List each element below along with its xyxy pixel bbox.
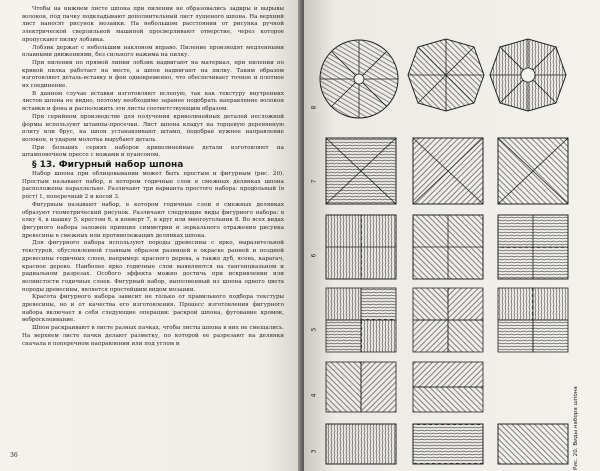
figure-caption-wrap	[573, 370, 581, 470]
pattern-herringbone-2	[413, 362, 483, 412]
pattern-cross-2	[413, 215, 483, 279]
paragraph: В данном случае вставки изготовляют вслепую, так как текстуру внутренних листов шпона не видно, поэтому необходимо заранее подобрать направление волокон вставки и фона и расположить эти листы соответствующим образом.	[22, 90, 284, 113]
pattern-longitudinal	[326, 424, 396, 464]
paragraph: Набор шпона при облицовывании может быть простым и фигурным (рис. 20). Простым называют набор, в котором годичные слои в смежных делянках шпона расположены параллельно. Различают три варианта простого набора: продольный (в рост) 1, поперечный 2 и косой 3.	[22, 171, 284, 201]
pattern-cross-1	[326, 215, 396, 279]
row-number-7: 7	[310, 179, 318, 184]
paragraph: При пилении по прямой линии лобзик надвигают на материал, при пилении по кривой пилка работает на месте, а шпон надвигают на пилку. Таким образом изготовляют деталь-вставку и фон одновременно, что обеспечивает точное и плотное их соединение.	[22, 59, 284, 90]
row-8-circle-patterns	[320, 39, 566, 118]
paragraph: Для фигурного набора используют породы древесины с ярко, выразительной текстурой, обусловленной главным образом разницей в окраске ранней и поздней древесины годичных слоев, например: красного дерева, а также дуб, ясень, карагач, красное дерево. Наиболее ярко годичные слои выявляются на тангенциальном и радиальном разрезах. Особого эффекта можно достичь при искривлении или волнистости годичных слоев. Фигурный набор, выполненный из шпона одного цвета породы древесины, является простейшим видом мозаики.	[22, 240, 284, 293]
pattern-envelope-2	[413, 138, 483, 204]
row-number-8: 8	[310, 105, 318, 110]
paragraph: Чтобы на нижнем листе шпона при пилении не образовались задиры и вырывы волокон, под пачку подкладывают дополнительный лист лущеного шпона. На верхний лист наносят рисунок мозаики. На небольшом расстоянии от рисунка ручной электрической сверлильной машиной просверливают отверстие, через которое пропускают пилку лобзика.	[22, 6, 284, 43]
row-number-3: 3	[310, 449, 318, 454]
paragraph: Красота фигурного набора зависит не только от правильного подбора текстуры древесины, но и от качества его изготовления. Процесс изготовления фигурного набора включает в себя следующие операции: раскрой шпона, фугование кромок, вебросклеивание.	[22, 294, 284, 324]
row-number-4: 4	[310, 393, 318, 398]
pattern-herringbone-1	[326, 362, 396, 412]
paragraph: Лобзик держат с небольшим наклоном вправо. Пиление производят медленными плавными движениями, без сильного нажима на пилку.	[22, 44, 284, 59]
row-number-6: 6	[310, 253, 318, 258]
row-7-envelope-patterns	[326, 138, 568, 204]
pattern-checker-3	[498, 288, 568, 352]
row-number-5: 5	[310, 327, 318, 332]
pattern-circle-sectors	[320, 40, 398, 118]
pattern-octagon-sectors	[408, 39, 484, 111]
row-4-herringbone-patterns	[326, 362, 483, 412]
row-6-cross-patterns	[326, 215, 568, 279]
pattern-cross-3	[498, 215, 568, 279]
row-5-checker-patterns	[326, 288, 568, 352]
row-3-simple-patterns	[326, 424, 568, 464]
paragraph: При больших сериях наборов криволинейные детали изготовляют на штамповочном прессе с ножами и пуансоном.	[22, 144, 284, 159]
page-number: 36	[10, 452, 18, 459]
pattern-transverse	[413, 424, 483, 464]
pattern-envelope-1	[326, 138, 396, 204]
pattern-envelope-3	[498, 138, 568, 204]
pattern-diagonal	[498, 424, 568, 464]
pattern-checker-1	[326, 288, 396, 352]
paragraph: Шпон раскраивают в листе разных пачках, чтобы листы шпона в них не смещались. На верхнем листе пачки делают разметку, по которой ее разрезают на делянки сначала в поперечном направлении или под углом и	[22, 325, 284, 347]
figure-caption: Рис. 20. Виды набора шпона	[573, 386, 579, 470]
pattern-octagon-rings	[490, 39, 566, 111]
paragraph: При серийном производстве для получения криволинейных деталей несложной формы используют штампы-просечки. Лист шпона кладут на торцевую деревянную плиту или брус, на шпон устанавливают штамп, подобрав нужное направление волокон, и ударом молотка вырубают деталь.	[22, 113, 284, 143]
paragraph: Фигурным называют набор, в котором годичные слои в смежных делянках образуют геометрический рисунок. Различают следующие виды фигурного набора: в елку 4, в шашку 5, крестом 6, в конверт 7, в круг или многоугольник 8. Во всех видах фигурного набора заложен принцип симметрии и зеркального отражения рисунка древесины в смежных или противолежащих делянках шпона.	[22, 201, 284, 239]
pattern-checker-2	[413, 288, 483, 352]
section-heading: § 13. Фигурный набор шпона	[32, 160, 184, 171]
